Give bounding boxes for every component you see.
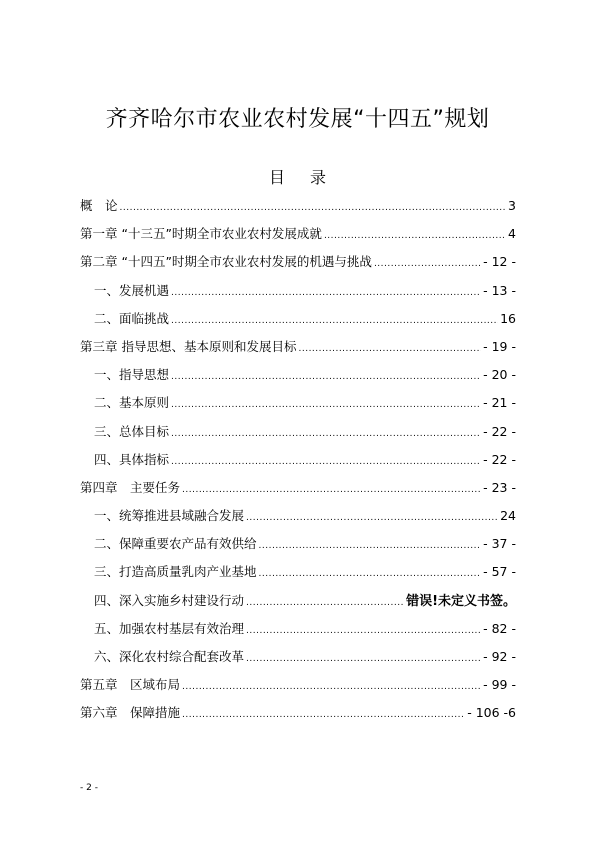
toc-entry-page: - 21 - (483, 395, 516, 411)
toc-entry[interactable] (80, 619, 516, 647)
toc-dot-leader (182, 677, 481, 697)
toc-entry-page: 错误!未定义书签。 (406, 593, 516, 609)
toc-entry-label: 第一章 “十三五”时期全市农业农村发展成就 (80, 226, 322, 242)
toc-entry-page: - 22 - (483, 451, 516, 467)
toc-dot-leader (259, 536, 482, 556)
toc-entry-label: 六、深化农村综合配套改革 (94, 649, 245, 664)
toc-entry-label: 第六章 保障措施 (80, 705, 181, 721)
toc-entry-page: - 106 -6 (467, 705, 516, 721)
toc-entry-label: 第三章 指导思想、基本原则和发展目标 (80, 338, 297, 354)
toc-entry-label: 一、发展机遇 (94, 282, 170, 298)
toc-dot-leader (182, 480, 481, 500)
toc-dot-leader (171, 395, 481, 415)
toc-entry[interactable] (80, 647, 516, 675)
toc-dot-leader (171, 452, 481, 472)
toc-entry-page: - 99 - (483, 677, 516, 693)
document-title: 齐齐哈尔市农业农村发展“十四五”规划 (105, 107, 490, 132)
toc-entry[interactable] (80, 675, 516, 703)
toc-dot-leader (246, 649, 481, 669)
toc-entry-page: - 12 - (483, 254, 516, 270)
toc-entry-page: 16 (500, 310, 516, 326)
toc-entry-label: 第四章 主要任务 (80, 479, 181, 495)
toc-entry-page: - 23 - (483, 479, 516, 495)
toc-entry[interactable] (80, 562, 516, 590)
toc-entry-label: 三、打造高质量乳肉产业基地 (94, 564, 257, 580)
toc-entry[interactable] (80, 309, 516, 337)
toc-entry-label: 一、统筹推进县域融合发展 (94, 508, 245, 524)
toc-entry[interactable] (80, 506, 516, 534)
toc-entry-page: - 19 - (483, 338, 516, 354)
toc-entry-label: 二、保障重要农产品有效供给 (94, 536, 257, 552)
toc-entry-page: - 92 - (483, 649, 516, 664)
toc-heading: 目 录 (268, 168, 337, 187)
toc-entry[interactable] (80, 281, 516, 309)
toc-entry-label: 四、具体指标 (94, 451, 170, 467)
toc-entry[interactable] (80, 196, 516, 224)
toc-entry-label: 二、面临挑战 (94, 310, 170, 326)
toc-entry[interactable] (80, 591, 516, 619)
toc-entry-page: 24 (500, 508, 516, 524)
toc-entry[interactable] (80, 703, 516, 731)
toc-entry[interactable] (80, 534, 516, 562)
toc-entry[interactable] (80, 224, 516, 252)
toc-entry-label: 第二章 “十四五”时期全市农业农村发展的机遇与挑战 (80, 254, 372, 270)
toc-dot-leader (182, 705, 465, 725)
toc-dot-leader (246, 593, 404, 613)
toc-entry-label: 一、指导思想 (94, 367, 170, 383)
toc-entry[interactable] (80, 337, 516, 365)
toc-dot-leader (171, 311, 498, 331)
toc-entry-label: 四、深入实施乡村建设行动 (94, 592, 245, 608)
toc-entry[interactable] (80, 252, 516, 280)
toc-entry-label: 第五章 区域布局 (80, 677, 181, 693)
page-number: - 2 - (80, 783, 98, 793)
toc-entry[interactable] (80, 365, 516, 393)
toc-entry-page: 3 (508, 198, 516, 213)
toc-dot-leader (259, 564, 482, 584)
toc-entry-page: - 20 - (483, 367, 516, 383)
toc-entry-page: 4 (508, 226, 516, 242)
toc-entry-label: 概 论 (80, 198, 118, 213)
toc-dot-leader (374, 254, 481, 274)
toc-dot-leader (171, 424, 481, 444)
toc-entry[interactable] (80, 478, 516, 506)
toc-dot-leader (246, 508, 498, 528)
toc-entry[interactable] (80, 393, 516, 421)
toc-entry[interactable] (80, 450, 516, 478)
toc-dot-leader (246, 621, 481, 641)
toc-dot-leader (324, 226, 506, 246)
toc-entry-page: - 37 - (483, 536, 516, 552)
toc-entry-label: 五、加强农村基层有效治理 (94, 620, 245, 636)
toc-entry-page: - 22 - (483, 423, 516, 439)
toc-entry-label: 三、总体目标 (94, 423, 170, 439)
toc-entry-page: - 57 - (483, 564, 516, 580)
toc-entry-page: - 82 - (483, 620, 516, 636)
toc-entry[interactable] (80, 422, 516, 450)
toc-dot-leader (120, 198, 507, 218)
toc-dot-leader (171, 283, 481, 303)
toc-entry-label: 二、基本原则 (94, 395, 170, 411)
toc-dot-leader (298, 339, 481, 359)
table-of-contents (80, 196, 516, 732)
toc-dot-leader (171, 367, 481, 387)
toc-entry-page: - 13 - (483, 282, 516, 298)
